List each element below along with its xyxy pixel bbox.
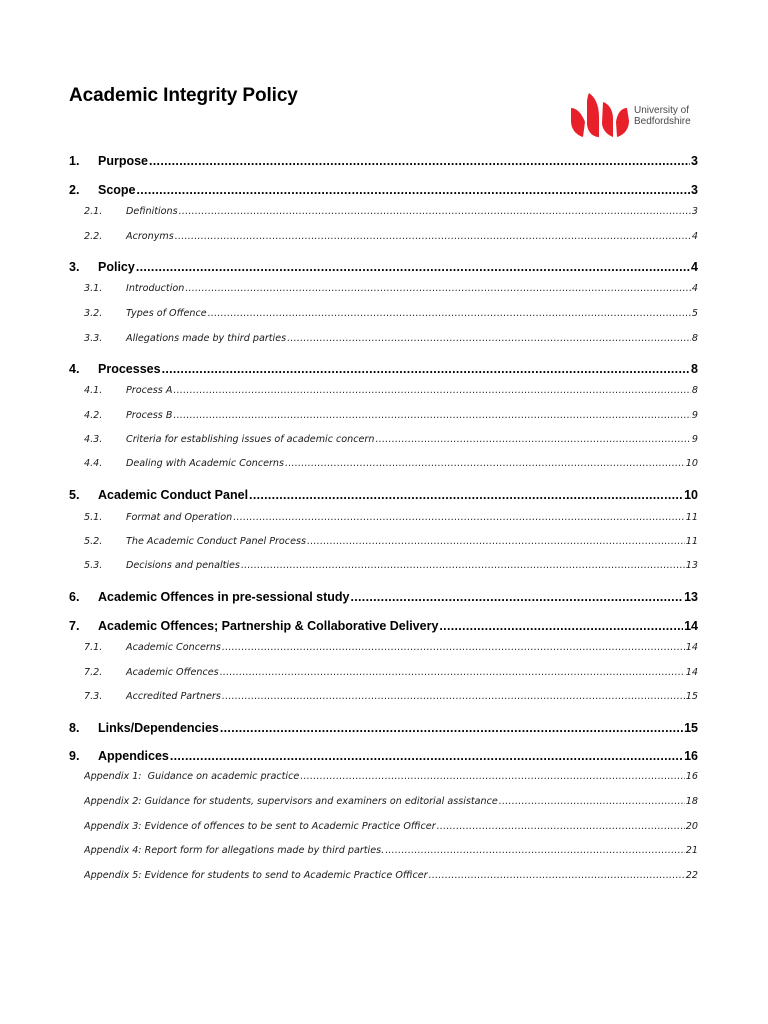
toc-leader: [287, 333, 691, 344]
toc-leader: [137, 183, 691, 197]
toc-page-number: 10: [685, 458, 698, 469]
toc-page-number: 11: [685, 512, 698, 523]
toc-entry-appendix-2[interactable]: [84, 796, 698, 807]
toc-label: Academic Concerns: [126, 642, 221, 653]
toc-page-number: 3: [691, 206, 698, 217]
toc-leader: [233, 512, 685, 523]
toc-number: 5.: [69, 488, 80, 502]
toc-leader: [350, 590, 683, 604]
toc-entry-accredited-partners[interactable]: [84, 691, 698, 702]
toc-leader: [222, 691, 685, 702]
toc-page-number: 16: [684, 749, 698, 763]
toc-page-number: 14: [684, 619, 698, 633]
toc-page-number: 22: [685, 870, 698, 881]
toc-page-number: 4: [691, 260, 698, 274]
toc-label: Format and Operation: [126, 512, 233, 523]
toc-number: 4.3.: [84, 434, 103, 445]
toc-leader: [437, 821, 685, 832]
toc-label: Accredited Partners: [126, 691, 221, 702]
toc-leader: [185, 283, 691, 294]
toc-leader: [222, 642, 685, 653]
toc-entry-academic-offences[interactable]: [84, 667, 698, 678]
toc-number: 5.2.: [84, 536, 103, 547]
toc-entry-allegations-third-parties[interactable]: [84, 333, 698, 344]
toc-page-number: 8: [691, 333, 698, 344]
toc-label: Processes: [98, 362, 161, 376]
toc-entry-decisions-penalties[interactable]: [84, 560, 698, 571]
toc-entry-links-dependencies[interactable]: [69, 721, 698, 735]
toc-entry-process-b[interactable]: [84, 410, 698, 421]
toc-number: 2.1.: [84, 206, 103, 217]
toc-number: 5.3.: [84, 560, 103, 571]
toc-label: Academic Conduct Panel: [98, 488, 249, 502]
toc-leader: [173, 385, 691, 396]
toc-label: Academic Offences: [126, 667, 219, 678]
toc-page-number: 21: [685, 845, 698, 856]
toc-label: Policy: [98, 260, 135, 274]
toc-entry-scope[interactable]: [69, 183, 698, 197]
toc-number: 5.1.: [84, 512, 103, 523]
toc-entry-pre-sessional[interactable]: [69, 590, 698, 604]
toc-page-number: 14: [685, 667, 698, 678]
toc-page-number: 4: [691, 283, 698, 294]
toc-leader: [162, 362, 690, 376]
toc-page-number: 3: [691, 154, 698, 168]
toc-page-number: 10: [684, 488, 698, 502]
toc-leader: [170, 749, 683, 763]
toc-entry-types-of-offence[interactable]: [84, 308, 698, 319]
toc-label: Criteria for establishing issues of academic concern: [126, 434, 375, 445]
toc-number: 3.3.: [84, 333, 103, 344]
toc-number: 3.2.: [84, 308, 103, 319]
toc-number: 2.2.: [84, 231, 103, 242]
toc-entry-process-a[interactable]: [84, 385, 698, 396]
toc-number: 4.4.: [84, 458, 103, 469]
toc-entry-academic-concerns[interactable]: [84, 642, 698, 653]
toc-leader: [220, 721, 683, 735]
toc-page-number: 13: [684, 590, 698, 604]
toc-page-number: 14: [685, 642, 698, 653]
toc-leader: [149, 154, 690, 168]
toc-leader: [439, 619, 683, 633]
toc-number: 4.: [69, 362, 80, 376]
toc-label: Appendix 2: Guidance for students, supervisors and examiners on editorial assistance: [84, 796, 498, 807]
toc-leader: [300, 771, 685, 782]
toc-number: 3.1.: [84, 283, 103, 294]
toc-leader: [249, 488, 683, 502]
toc-leader: [375, 434, 690, 445]
toc-leader: [179, 206, 691, 217]
toc-page-number: 18: [685, 796, 698, 807]
toc-label: The Academic Conduct Panel Process: [126, 536, 306, 547]
toc-label: Introduction: [126, 283, 185, 294]
toc-label: Links/Dependencies: [98, 721, 219, 735]
toc-page-number: 8: [691, 385, 698, 396]
logo-line-1: University of: [634, 105, 690, 116]
toc-page-number: 8: [691, 362, 698, 376]
toc-leader: [220, 667, 685, 678]
toc-entry-policy[interactable]: [69, 260, 698, 274]
toc-page-number: 20: [685, 821, 698, 832]
toc-label: Definitions: [126, 206, 178, 217]
toc-leader: [307, 536, 685, 547]
toc-entry-panel-process[interactable]: [84, 536, 698, 547]
toc-label: Appendices: [98, 749, 169, 763]
toc-leader: [173, 410, 690, 421]
toc-label: Academic Offences in pre-sessional study: [98, 590, 350, 604]
toc-entry-processes[interactable]: [69, 362, 698, 376]
toc-number: 7.3.: [84, 691, 103, 702]
toc-label: Appendix 5: Evidence for students to send to Academic Practice Officer: [84, 870, 428, 881]
toc-page-number: 15: [684, 721, 698, 735]
toc-entry-format-operation[interactable]: [84, 512, 698, 523]
toc-page-number: 5: [691, 308, 698, 319]
toc-label: Scope: [98, 183, 136, 197]
toc-entry-appendix-3[interactable]: [84, 821, 698, 832]
toc-entry-appendices[interactable]: [69, 749, 698, 763]
toc-entry-appendix-5[interactable]: [84, 870, 698, 881]
toc-entry-criteria-academic-concern[interactable]: [84, 434, 698, 445]
toc-number: 1.: [69, 154, 80, 168]
toc-leader: [499, 796, 685, 807]
logo-line-2: Bedfordshire: [634, 116, 691, 127]
toc-number: 3.: [69, 260, 80, 274]
toc-number: 4.2.: [84, 410, 103, 421]
toc-number: 6.: [69, 590, 80, 604]
toc-label: Appendix 1: Guidance on academic practice: [84, 771, 300, 782]
toc-leader: [136, 260, 690, 274]
toc-label: Purpose: [98, 154, 149, 168]
toc-label: Decisions and penalties: [126, 560, 240, 571]
toc-label: Allegations made by third parties: [126, 333, 287, 344]
toc-number: 4.1.: [84, 385, 103, 396]
toc-entry-partnership-delivery[interactable]: [69, 619, 698, 633]
toc-label: Process A: [126, 385, 173, 396]
toc-number: 7.1.: [84, 642, 103, 653]
toc-number: 9.: [69, 749, 80, 763]
toc-entry-purpose[interactable]: [69, 154, 698, 168]
page-title: Academic Integrity Policy: [69, 85, 298, 106]
toc-number: 8.: [69, 721, 80, 735]
toc-page-number: 3: [691, 183, 698, 197]
toc-page-number: 16: [685, 771, 698, 782]
toc-leader: [429, 870, 685, 881]
toc-entry-academic-conduct-panel[interactable]: [69, 488, 698, 502]
toc-label: Appendix 3: Evidence of offences to be sent to Academic Practice Officer: [84, 821, 436, 832]
toc-entry-introduction[interactable]: [84, 283, 698, 294]
toc-entry-dealing-academic-concerns[interactable]: [84, 458, 698, 469]
toc-entry-appendix-1[interactable]: [84, 771, 698, 782]
toc-label: Dealing with Academic Concerns: [126, 458, 285, 469]
toc-number: 7.2.: [84, 667, 103, 678]
toc-label: Appendix 4: Report form for allegations made by third parties.: [84, 845, 385, 856]
toc-entry-appendix-4[interactable]: [84, 845, 698, 856]
toc-label: Process B: [126, 410, 173, 421]
toc-leader: [385, 845, 685, 856]
toc-label: Acronyms: [126, 231, 174, 242]
toc-leader: [208, 308, 691, 319]
toc-page-number: 13: [685, 560, 698, 571]
toc-entry-acronyms[interactable]: [84, 231, 698, 242]
toc-label: Types of Offence: [126, 308, 207, 319]
toc-leader: [241, 560, 685, 571]
toc-page-number: 9: [691, 410, 698, 421]
toc-page-number: 4: [691, 231, 698, 242]
toc-number: 2.: [69, 183, 80, 197]
toc-page-number: 15: [685, 691, 698, 702]
toc-page-number: 11: [685, 536, 698, 547]
toc-page-number: 9: [691, 434, 698, 445]
toc-label: Academic Offences; Partnership & Collaborative Delivery: [98, 619, 439, 633]
toc-entry-definitions[interactable]: [84, 206, 698, 217]
toc-number: 7.: [69, 619, 80, 633]
toc-leader: [175, 231, 691, 242]
toc-leader: [285, 458, 685, 469]
